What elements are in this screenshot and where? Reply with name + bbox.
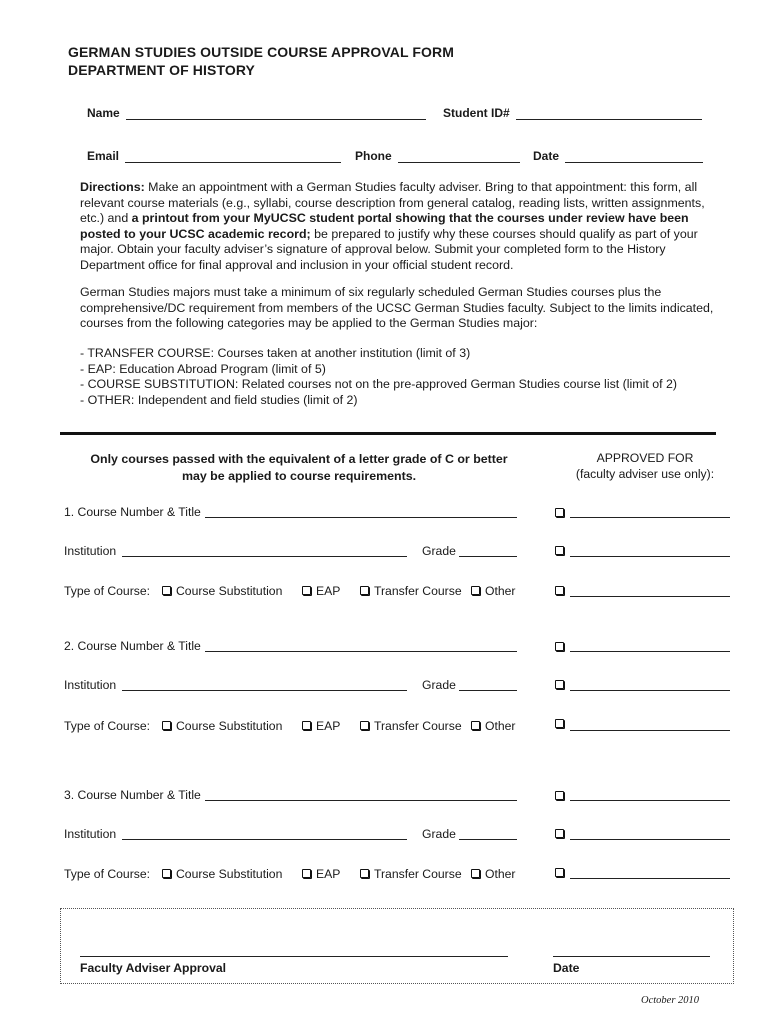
checkbox-label: Course Substitution bbox=[176, 719, 283, 733]
approval-checkbox[interactable] bbox=[555, 719, 564, 728]
approval-date-line[interactable] bbox=[553, 956, 710, 957]
approval-line[interactable] bbox=[570, 730, 730, 731]
institution-label: Institution bbox=[64, 544, 117, 558]
directions-label: Directions: bbox=[80, 180, 145, 194]
approved-for-line1: APPROVED FOR bbox=[596, 451, 694, 465]
name-field[interactable] bbox=[87, 106, 426, 120]
category-item: - OTHER: Independent and field studies (limit of 2) bbox=[80, 392, 358, 407]
phone-field[interactable] bbox=[355, 149, 520, 163]
email-field[interactable] bbox=[87, 149, 341, 163]
directions-paragraph bbox=[80, 180, 720, 274]
course-number-title-label: 2. Course Number & Title bbox=[64, 639, 201, 653]
student-id-line[interactable] bbox=[516, 107, 702, 120]
approval-checkbox[interactable] bbox=[555, 508, 564, 517]
type-transfer-course-checkbox[interactable] bbox=[360, 584, 462, 598]
checkbox-icon[interactable] bbox=[471, 586, 480, 595]
approval-line[interactable] bbox=[570, 596, 730, 597]
approval-line[interactable] bbox=[570, 517, 730, 518]
category-item: - EAP: Education Abroad Program (limit of 5) bbox=[80, 361, 326, 376]
type-course-substitution-checkbox[interactable] bbox=[162, 584, 282, 598]
checkbox-label: Other bbox=[485, 719, 516, 733]
approval-checkbox[interactable] bbox=[555, 680, 564, 689]
checkbox-icon[interactable] bbox=[302, 869, 311, 878]
checkbox-icon[interactable] bbox=[302, 586, 311, 595]
course-number-title-line[interactable] bbox=[205, 517, 517, 518]
phone-label: Phone bbox=[355, 149, 392, 163]
checkbox-label: Course Substitution bbox=[176, 867, 283, 881]
approval-date-label: Date bbox=[553, 961, 580, 975]
institution-line[interactable] bbox=[122, 690, 407, 691]
student-id-field[interactable] bbox=[443, 106, 702, 120]
date-line[interactable] bbox=[565, 150, 703, 163]
grade-line[interactable] bbox=[459, 690, 517, 691]
type-eap-checkbox[interactable] bbox=[302, 584, 340, 598]
type-other-checkbox[interactable] bbox=[471, 719, 515, 733]
course-number-title-label: 1. Course Number & Title bbox=[64, 505, 201, 519]
email-line[interactable] bbox=[125, 150, 341, 163]
checkbox-label: Transfer Course bbox=[374, 719, 462, 733]
type-of-course-label: Type of Course: bbox=[64, 584, 151, 598]
institution-line[interactable] bbox=[122, 839, 407, 840]
institution-label: Institution bbox=[64, 678, 117, 692]
adviser-signature-line[interactable] bbox=[80, 956, 508, 957]
approved-for-heading bbox=[560, 450, 730, 482]
checkbox-label: Course Substitution bbox=[176, 584, 283, 598]
type-eap-checkbox[interactable] bbox=[302, 867, 340, 881]
course-number-title-line[interactable] bbox=[205, 651, 517, 652]
directions-text2: be prepared to justify why these courses should qualify as part of your major. Obtain your faculty adviser’s signature of approval below. Submit your completed form to the History Department office for final approval and inclusion in your official student record. bbox=[80, 226, 698, 272]
form-date-footer: October 2010 bbox=[641, 995, 700, 1006]
approval-checkbox[interactable] bbox=[555, 546, 564, 555]
type-of-course-label: Type of Course: bbox=[64, 719, 151, 733]
date-label: Date bbox=[533, 149, 560, 163]
type-eap-checkbox[interactable] bbox=[302, 719, 340, 733]
approval-checkbox[interactable] bbox=[555, 642, 564, 651]
checkbox-label: Other bbox=[485, 584, 516, 598]
type-other-checkbox[interactable] bbox=[471, 584, 515, 598]
checkbox-icon[interactable] bbox=[162, 586, 171, 595]
course-number-title-line[interactable] bbox=[205, 800, 517, 801]
grade-label: Grade bbox=[422, 544, 456, 558]
type-other-checkbox[interactable] bbox=[471, 867, 515, 881]
student-id-label: Student ID# bbox=[443, 106, 510, 120]
checkbox-icon[interactable] bbox=[471, 869, 480, 878]
directions-bold-text: a printout from your MyUCSC student portal showing that the courses under review have been posted to your UCSC academic record; bbox=[80, 211, 689, 241]
grade-notice-line1: Only courses passed with the equivalent of a letter grade of C or better bbox=[90, 452, 508, 466]
date-field[interactable] bbox=[533, 149, 703, 163]
grade-notice-line2: may be applied to course requirements. bbox=[181, 469, 417, 483]
checkbox-icon[interactable] bbox=[302, 721, 311, 730]
approval-line[interactable] bbox=[570, 556, 730, 557]
approval-checkbox[interactable] bbox=[555, 586, 564, 595]
category-item: - COURSE SUBSTITUTION: Related courses not on the pre-approved German Studies course list (limit of 2) bbox=[80, 377, 678, 392]
name-line[interactable] bbox=[126, 107, 426, 120]
grade-label: Grade bbox=[422, 678, 456, 692]
approved-for-line2: (faculty adviser use only): bbox=[575, 467, 715, 481]
section-divider bbox=[60, 432, 716, 435]
category-item: - TRANSFER COURSE: Courses taken at another institution (limit of 3) bbox=[80, 346, 471, 360]
checkbox-icon[interactable] bbox=[360, 586, 369, 595]
checkbox-label: Other bbox=[485, 867, 516, 881]
adviser-approval-label: Faculty Adviser Approval bbox=[80, 961, 227, 975]
type-course-substitution-checkbox[interactable] bbox=[162, 719, 282, 733]
approval-line[interactable] bbox=[570, 651, 730, 652]
type-transfer-course-checkbox[interactable] bbox=[360, 719, 462, 733]
course-number-title-label: 3. Course Number & Title bbox=[64, 788, 201, 802]
grade-notice bbox=[64, 451, 534, 485]
name-label: Name bbox=[87, 106, 120, 120]
checkbox-icon[interactable] bbox=[360, 869, 369, 878]
approval-line[interactable] bbox=[570, 878, 730, 879]
checkbox-icon[interactable] bbox=[162, 721, 171, 730]
directions-text1: Make an appointment with a German Studies faculty adviser. Bring to that appointment: this form, all relevant course materials (e.g., syllabi, course description from general catalog, reading lists, written assignments, etc.) and bbox=[80, 180, 705, 226]
checkbox-icon[interactable] bbox=[162, 869, 171, 878]
institution-label: Institution bbox=[64, 827, 117, 841]
checkbox-label: Transfer Course bbox=[374, 867, 462, 881]
approval-checkbox[interactable] bbox=[555, 791, 564, 800]
institution-line[interactable] bbox=[122, 556, 407, 557]
checkbox-icon[interactable] bbox=[360, 721, 369, 730]
majors-paragraph: German Studies majors must take a minimum of six regularly scheduled German Studies courses plus the comprehensive/DC requirement from members of the UCSC German Studies faculty. Subject to the limits indicated, courses from the following categories may be applied to the German Studies major: bbox=[80, 285, 714, 331]
checkbox-label: EAP bbox=[316, 584, 341, 598]
approval-checkbox[interactable] bbox=[555, 829, 564, 838]
approval-line[interactable] bbox=[570, 690, 730, 691]
approval-checkbox[interactable] bbox=[555, 868, 564, 877]
grade-line[interactable] bbox=[459, 556, 517, 557]
grade-label: Grade bbox=[422, 827, 456, 841]
checkbox-icon[interactable] bbox=[471, 721, 480, 730]
phone-line[interactable] bbox=[398, 150, 520, 163]
type-of-course-label: Type of Course: bbox=[64, 867, 151, 881]
email-label: Email bbox=[87, 149, 120, 163]
grade-line[interactable] bbox=[459, 839, 517, 840]
form-title: GERMAN STUDIES OUTSIDE COURSE APPROVAL FORM bbox=[68, 44, 454, 60]
checkbox-label: EAP bbox=[316, 719, 341, 733]
approval-line[interactable] bbox=[570, 800, 730, 801]
type-transfer-course-checkbox[interactable] bbox=[360, 867, 462, 881]
approval-line[interactable] bbox=[570, 839, 730, 840]
type-course-substitution-checkbox[interactable] bbox=[162, 867, 282, 881]
checkbox-label: EAP bbox=[316, 867, 341, 881]
department-title: DEPARTMENT OF HISTORY bbox=[68, 62, 255, 78]
checkbox-label: Transfer Course bbox=[374, 584, 462, 598]
category-list bbox=[80, 346, 720, 408]
